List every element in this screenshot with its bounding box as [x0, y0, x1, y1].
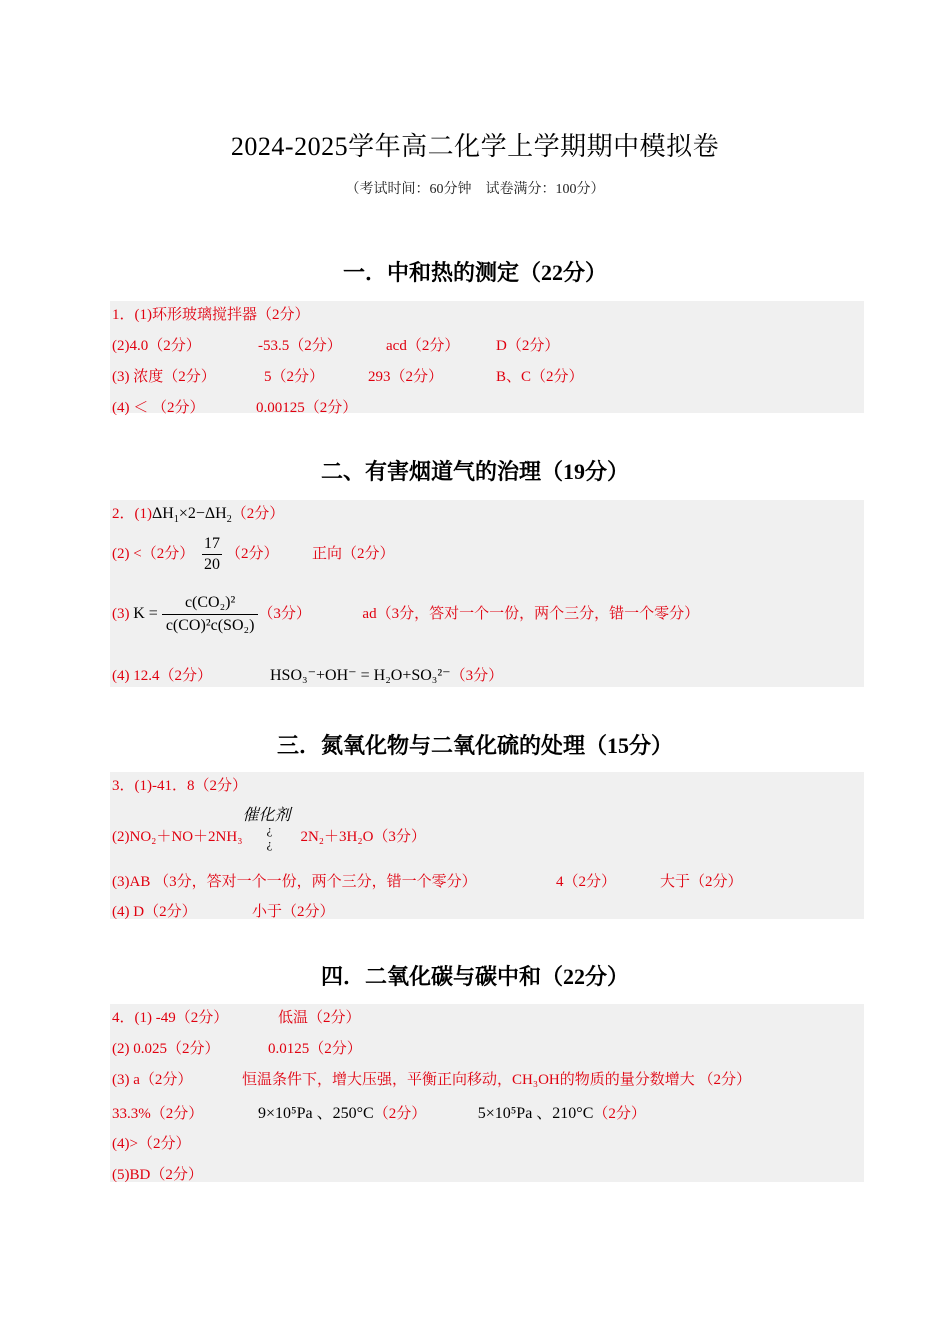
section-heading-4: 四．二氧化碳与碳中和（22分）	[320, 964, 629, 989]
answer-item: (2)NO₂＋NO＋2NH₃	[112, 829, 243, 846]
answer-line	[112, 1068, 751, 1089]
answer-item: （2分）	[373, 1106, 427, 1122]
answer-line	[112, 534, 394, 575]
answer-item: （3分）	[258, 605, 311, 622]
answer-item: 3．(1)-41．8（2分）	[112, 778, 247, 794]
answer-item: （3分）	[450, 668, 504, 684]
answer-line	[112, 396, 357, 417]
answer-item: 恒温条件下，增大压强，平衡正向移动，CH₃OH的物质的量分数增大 （2分）	[242, 1072, 751, 1088]
answer-line	[112, 502, 284, 525]
answer-item: （2分）	[593, 1106, 646, 1122]
answer-item: (5)BD（2分）	[112, 1167, 203, 1183]
ionic-equation: HSO₃⁻+OH⁻ = H₂O+SO₃²⁻	[270, 667, 451, 684]
answer-item: 0.00125（2分）	[256, 400, 358, 416]
equilibrium-constant-expression: $\frac{\text{c(CO₂)²}}{\text{c(CO)²c(SO₂)}}$	[162, 592, 259, 637]
answer-item: (3) a（2分）	[112, 1072, 193, 1088]
answer-item: 0.0125（2分）	[268, 1041, 362, 1057]
answer-item: 5（2分）	[264, 369, 325, 385]
answer-line	[112, 1132, 190, 1153]
answer-box-3	[110, 772, 864, 919]
answer-line	[112, 303, 310, 324]
answer-line	[112, 1100, 646, 1123]
catalyst-condition: 催化剂 ¿ ¿	[242, 807, 291, 851]
condition-formula: 9×10⁵Pa 、250°C	[258, 1105, 374, 1122]
answer-box-4	[110, 1004, 864, 1182]
answer-item: 293（2分）	[368, 369, 444, 385]
answer-item: （2分）	[225, 545, 279, 562]
answer-item: B、C（2分）	[496, 369, 584, 385]
answer-item: (4) D（2分）	[112, 904, 197, 920]
answer-item: (2)4.0（2分）	[112, 338, 201, 354]
answer-line	[112, 334, 559, 355]
answer-item: (2) <（2分）	[112, 545, 195, 562]
answer-item: 4．(1) -49（2分）	[112, 1010, 229, 1026]
answer-item: 1．(1)环形玻璃搅拌器（2分）	[112, 307, 310, 323]
answer-item: 2．(1)	[112, 506, 152, 522]
answer-item: 4（2分）	[556, 874, 617, 890]
answer-item: (2) 0.025（2分）	[112, 1041, 220, 1057]
answer-box-1	[110, 301, 864, 416]
section-heading-1: 一．中和热的测定（22分）	[342, 260, 607, 285]
answer-item: 低温（2分）	[278, 1010, 361, 1026]
answer-item: 33.3%（2分）	[112, 1106, 204, 1122]
fraction: $\frac{17}{20}$	[203, 535, 220, 573]
answer-item: D（2分）	[496, 338, 560, 354]
answer-line	[112, 592, 699, 637]
answer-line	[112, 802, 426, 851]
answer-item: acd（2分）	[386, 338, 460, 354]
answer-item: (4) 12.4（2分）	[112, 668, 212, 684]
answer-item: (3)	[112, 605, 130, 622]
answer-item: 正向（2分）	[311, 545, 395, 562]
answer-item: 小于（2分）	[252, 904, 335, 920]
answer-line	[112, 900, 335, 921]
exam-info: （考试时间：60分钟 试卷满分：100分）	[345, 182, 605, 197]
answer-item: (4)>（2分）	[112, 1136, 191, 1152]
answer-box-2	[110, 500, 864, 687]
answer-line	[112, 1163, 203, 1184]
equilibrium-constant-label: K =	[133, 604, 158, 622]
answer-item: 2N₂＋3H₂O（3分）	[300, 829, 426, 846]
answer-item: (3) 浓度（2分）	[112, 369, 216, 385]
answer-line	[112, 774, 247, 795]
answer-item: (3)AB （3分，答对一个一份，两个三分，错一个零分）	[112, 874, 477, 890]
section-heading-3: 三．氮氧化物与二氧化硫的处理（15分）	[276, 733, 673, 758]
answer-item: ad（3分，答对一个一份，两个三分，错一个零分）	[362, 605, 700, 622]
answer-line	[112, 365, 584, 386]
answer-item: （2分）	[231, 506, 285, 522]
answer-item: 大于（2分）	[660, 874, 743, 890]
section-heading-2: 二、有害烟道气的治理（19分）	[320, 459, 629, 484]
answer-line	[112, 1037, 362, 1058]
condition-formula: 5×10⁵Pa 、210°C	[477, 1105, 594, 1122]
answer-item: -53.5（2分）	[258, 338, 342, 354]
answer-item: (4) ＜ （2分）	[112, 400, 205, 416]
answer-line	[112, 870, 743, 891]
answer-line	[112, 1006, 361, 1027]
document-title: 2024-2025学年高二化学上学期期中模拟卷	[230, 132, 720, 161]
answer-line	[112, 664, 503, 685]
formula-delta-h: $\Delta H_1\times 2-\Delta H_2$	[152, 505, 232, 526]
